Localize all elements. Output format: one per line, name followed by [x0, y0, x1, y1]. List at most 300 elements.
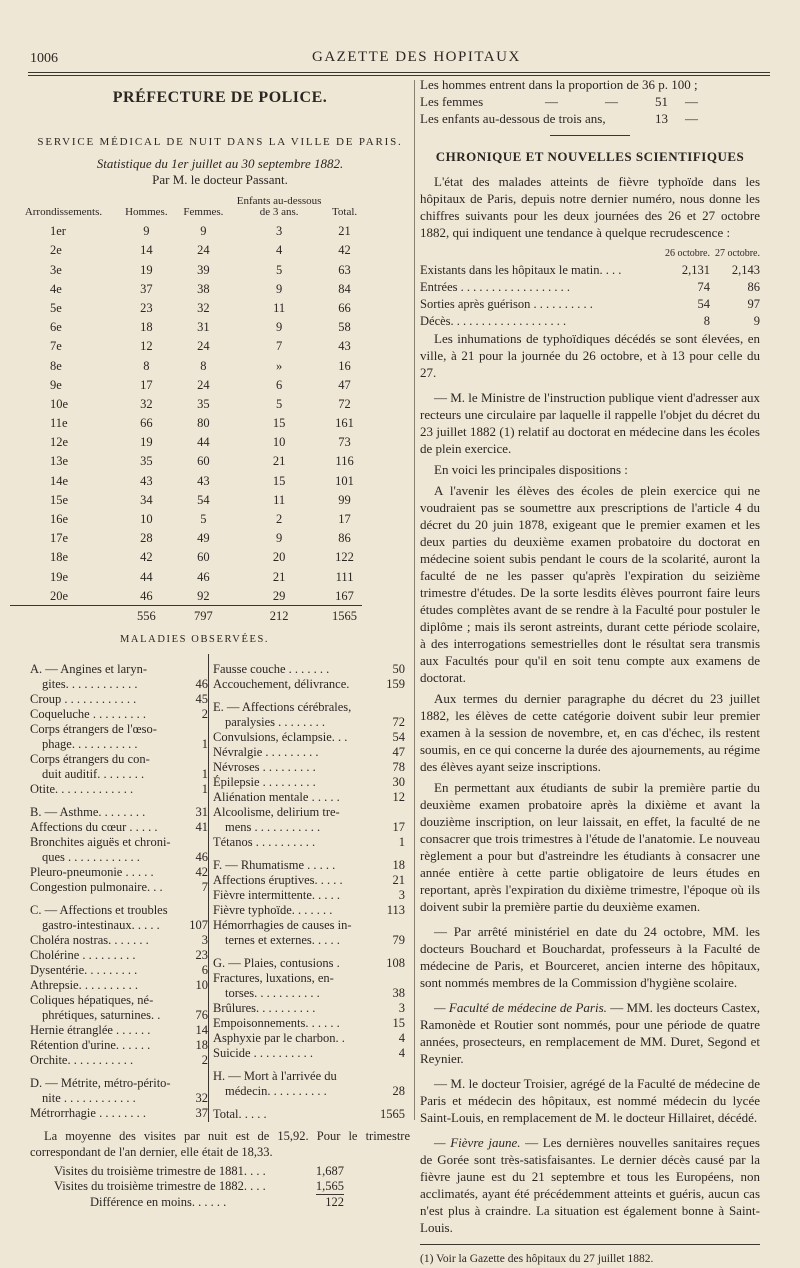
table-cell: 14e	[50, 473, 69, 488]
maladies-col-2	[208, 654, 405, 1122]
prefecture-title: PRÉFECTURE DE POLICE.	[112, 89, 328, 106]
disease-count: 72	[392, 714, 405, 729]
table-cell: 10e	[50, 396, 69, 411]
table-row	[10, 260, 362, 279]
disease-label: phrétiques, saturnines. .	[42, 1007, 161, 1022]
table-cell: 18e	[50, 550, 69, 565]
disease-label: duit auditif. . . . . . . .	[42, 766, 145, 781]
footnote: (1) Voir la Gazette des hôpitaux du 27 juillet 1882.	[420, 1253, 654, 1265]
disease-label: Fausse couche . . . . . . .	[213, 661, 330, 676]
table-cell: »	[275, 358, 283, 373]
visits-block	[30, 1128, 410, 1210]
list-item	[30, 993, 208, 1008]
list-item	[213, 745, 405, 760]
table-cell: 3e	[50, 262, 62, 277]
list-item	[213, 677, 405, 692]
table-cell: 32	[197, 300, 210, 315]
list-item	[213, 775, 405, 790]
disease-label: H. — Mort à l'arrivée du	[213, 1068, 337, 1083]
disease-label: Corps étrangers de l'œso-	[30, 721, 157, 736]
list-item	[30, 782, 208, 797]
paragraph-lead: — Fièvre jaune.	[434, 1135, 521, 1150]
disease-count	[383, 1069, 405, 1084]
list-item	[30, 737, 208, 752]
disease-count	[383, 971, 405, 986]
table-cell: 24	[197, 377, 210, 392]
disease-label: paralysies . . . . . . . .	[225, 714, 325, 729]
list-item	[30, 692, 208, 707]
disease-label: Convulsions, éclampsie. . .	[213, 729, 348, 744]
proportion-value: 13	[655, 111, 668, 126]
table-cell: 44	[197, 435, 210, 450]
table-cell: 3	[275, 224, 283, 239]
paragraph-lead: — Faculté de médecine de Paris.	[434, 1000, 607, 1015]
disease-count: 79	[392, 932, 405, 947]
table-cell: 97	[747, 297, 760, 311]
disease-label: Névralgie . . . . . . . . .	[213, 744, 319, 759]
maladies-group	[213, 700, 405, 850]
chronique-title: CHRONIQUE ET NOUVELLES SCIENTIFIQUES	[435, 149, 745, 164]
paragraph: Aux termes du dernier paragraphe du décret du 23 juillet 1882, les élèves de cette catégorie doivent subir leur premier examen à la session de novembre, et, en cas d'échec, ils restent soumis, en ce qui concerne la durée des ajournements, au régime des élèves ayant seize inscriptions.	[420, 691, 760, 774]
disease-count: 23	[195, 947, 208, 962]
disease-count: 45	[195, 691, 208, 706]
disease-label: Empoisonnements. . . . . .	[213, 1015, 340, 1030]
disease-label: Orchite. . . . . . . . . . .	[30, 1052, 134, 1067]
table-row	[10, 241, 362, 260]
paragraph	[420, 999, 760, 1067]
table-row	[10, 586, 362, 606]
col-header: Enfants au-dessous de 3 ans.	[236, 194, 322, 218]
table-cell: 24	[197, 339, 210, 354]
table-cell: 20e	[50, 588, 69, 603]
disease-label: Otite. . . . . . . . . . . . .	[30, 781, 134, 796]
footnote-rule	[420, 1244, 760, 1245]
visits-row	[30, 1179, 344, 1195]
author: Par M. le docteur Passant.	[152, 172, 288, 187]
table-cell: 18	[140, 320, 153, 335]
disease-label: Choléra nostras. . . . . . .	[30, 932, 149, 947]
disease-count: 2	[201, 1052, 208, 1067]
table-cell: 5	[275, 396, 283, 411]
disease-count: 42	[195, 864, 208, 879]
table-cell: 31	[197, 320, 210, 335]
list-item	[30, 1053, 208, 1068]
disease-count: 7	[201, 879, 208, 894]
list-item	[213, 790, 405, 805]
table-cell: 23	[140, 300, 153, 315]
list-item	[213, 1069, 405, 1084]
table-cell: 86	[747, 280, 760, 294]
disease-label: Asphyxie par le charbon. .	[213, 1030, 345, 1045]
table-cell: Existants dans les hôpitaux le matin. . . .	[420, 263, 622, 277]
table-cell: 11e	[50, 416, 68, 431]
proportion-line	[420, 110, 760, 127]
list-item	[213, 662, 405, 677]
disease-count: 28	[392, 1083, 405, 1098]
list-item	[213, 1031, 405, 1046]
table-cell: 29	[272, 588, 286, 603]
table-cell: 60	[197, 454, 210, 469]
col-header: Hommes.	[125, 205, 168, 218]
disease-label: Brûlures. . . . . . . . . .	[213, 1000, 316, 1015]
column-divider	[414, 80, 415, 1120]
table-cell: 101	[335, 473, 354, 488]
disease-count	[186, 993, 208, 1008]
table-cell: 15e	[50, 492, 69, 507]
table-cell: 111	[335, 569, 354, 584]
disease-label: nite . . . . . . . . . . . .	[42, 1090, 136, 1105]
table-cell: 46	[197, 569, 210, 584]
disease-label: Suicide . . . . . . . . . .	[213, 1045, 313, 1060]
table-cell: 4e	[50, 281, 62, 296]
visits-text: La moyenne des visites par nuit est de 15,92. Pour le trimestre correspondant de l'an dernier, elle était de 18,33.	[30, 1128, 410, 1159]
table-cell: 10	[272, 435, 286, 450]
disease-label: médecin. . . . . . . . . .	[225, 1083, 327, 1098]
disease-label: Fièvre intermittente. . . . .	[213, 887, 341, 902]
total-cell: 1565	[327, 606, 362, 626]
disease-count: 18	[195, 1037, 208, 1052]
list-item	[213, 1084, 405, 1099]
table-row	[420, 313, 760, 330]
disease-label: Cholérine . . . . . . . . .	[30, 947, 136, 962]
table-cell: 43	[140, 473, 153, 488]
table-row	[10, 567, 362, 586]
list-item	[213, 805, 405, 820]
table-cell: 8	[200, 358, 207, 373]
table-cell: 19	[140, 435, 153, 450]
disease-label: Total. . . . .	[213, 1106, 267, 1121]
table-cell: 161	[335, 416, 354, 431]
table-cell: 2e	[50, 243, 62, 258]
table-cell: 58	[338, 320, 351, 335]
table-cell: 7	[275, 339, 283, 354]
disease-label: A. — Angines et laryn-	[30, 661, 147, 676]
list-item	[30, 1023, 208, 1038]
table-cell: 84	[338, 281, 351, 296]
table-cell: 6e	[50, 320, 62, 335]
maladies-group	[30, 1076, 208, 1121]
disease-label: mens . . . . . . . . . . .	[225, 819, 321, 834]
table-cell: 47	[338, 377, 351, 392]
disease-label: Fièvre typhoïde. . . . . . .	[213, 902, 333, 917]
visits-value: 1,565	[315, 1178, 344, 1193]
totals-row	[10, 606, 362, 626]
list-item	[213, 1001, 405, 1016]
table-cell: 8	[143, 358, 150, 373]
list-item	[30, 662, 208, 677]
paragraph: En voici les principales dispositions :	[434, 462, 628, 477]
table-cell: 6	[275, 377, 283, 392]
paragraph: — M. le docteur Troisier, agrégé de la Faculté de médecine de Paris et médecin des hôpitaux, est nommé médecin du lycée Saint-Louis, en remplacement de M. le docteur Hillairet, décédé.	[420, 1076, 760, 1125]
disease-count: 31	[195, 804, 208, 819]
paragraph: — Par arrêté ministériel en date du 24 octobre, MM. les docteurs Bouchard et Bouchardat, professeurs à la Faculté de médecine de Paris, et Bourceret, ancien interne des hôpitaux, sont nommés membres de la Commission d'hygiène scolaire.	[420, 924, 760, 990]
list-item	[213, 1046, 405, 1061]
table-cell: 116	[335, 454, 354, 469]
maladies-title: MALADIES OBSERVÉES.	[120, 633, 270, 645]
table-cell: 49	[197, 531, 210, 546]
table-cell: 12e	[50, 435, 69, 450]
table-row	[10, 433, 362, 452]
paragraph	[420, 1134, 760, 1236]
list-item	[30, 707, 208, 722]
disease-count: 3	[201, 932, 208, 947]
proportion-ditto: —	[685, 94, 698, 109]
disease-count: 1	[398, 834, 405, 849]
disease-count: 17	[392, 819, 405, 834]
disease-count	[383, 918, 405, 933]
visits-label: Différence en moins. . . . . .	[90, 1194, 227, 1209]
maladies-group	[213, 858, 405, 948]
disease-count: 1	[201, 736, 208, 751]
disease-label: Névroses . . . . . . . . .	[213, 759, 316, 774]
disease-count	[383, 805, 405, 820]
disease-count	[186, 752, 208, 767]
typhoid-header: 26 octobre.	[665, 248, 710, 259]
table-cell: 7e	[50, 339, 62, 354]
maladies-group	[213, 1069, 405, 1099]
table-cell: 19	[140, 262, 153, 277]
table-row	[10, 356, 362, 375]
table-cell: 35	[140, 454, 153, 469]
table-cell: 15	[272, 416, 286, 431]
disease-label: Dysentérie. . . . . . . . .	[30, 962, 138, 977]
table-row	[10, 318, 362, 337]
table-cell: 74	[697, 280, 710, 294]
maladies-group	[30, 805, 208, 895]
list-item	[213, 835, 405, 850]
typhoid-table	[420, 245, 760, 330]
section-rule	[550, 135, 630, 136]
table-cell: 60	[197, 550, 210, 565]
visits-value: 1,687	[315, 1163, 344, 1178]
disease-label: Hémorrhagies de causes in-	[213, 917, 352, 932]
left-column	[24, 89, 410, 1210]
list-item	[213, 820, 405, 835]
disease-label: Coqueluche . . . . . . . . .	[30, 706, 146, 721]
table-row	[10, 413, 362, 432]
disease-count	[186, 903, 208, 918]
list-item	[213, 730, 405, 745]
disease-label: Pleuro-pneumonie . . . . .	[30, 864, 154, 879]
table-cell: 9	[275, 320, 283, 335]
header-rule	[28, 72, 770, 73]
list-item	[213, 903, 405, 918]
list-item	[30, 752, 208, 767]
total-cell: 556	[117, 606, 176, 626]
disease-count: 107	[189, 917, 208, 932]
table-cell: 16e	[50, 512, 69, 526]
disease-label: C. — Affections et troubles	[30, 902, 168, 917]
table-row	[10, 548, 362, 567]
table-row	[10, 529, 362, 548]
disease-count: 14	[195, 1022, 208, 1037]
disease-count: 15	[392, 1015, 405, 1030]
table-row	[10, 452, 362, 471]
proportion-ditto: —	[605, 94, 618, 109]
table-cell: 54	[697, 297, 710, 311]
table-cell: 9	[275, 281, 283, 296]
list-item	[213, 873, 405, 888]
table-cell: 1er	[50, 224, 66, 239]
disease-count: 12	[392, 789, 405, 804]
maladies-group	[213, 956, 405, 1061]
disease-label: Métrorrhagie . . . . . . . .	[30, 1105, 146, 1120]
journal-title: GAZETTE DES HOPITAUX	[312, 49, 521, 65]
disease-label: Croup . . . . . . . . . . . .	[30, 691, 137, 706]
list-item	[213, 933, 405, 948]
disease-count: 41	[195, 819, 208, 834]
list-item	[213, 918, 405, 933]
table-cell: 44	[140, 569, 153, 584]
disease-label: Tétanos . . . . . . . . . .	[213, 834, 316, 849]
table-cell: 54	[197, 492, 210, 507]
paragraph: — M. le Ministre de l'instruction publique vient d'adresser aux recteurs une circulaire par laquelle il rappelle l'objet du décret du 23 juillet 1882 (1) relatif au doctorat en médecine dans les écoles de plein exercice.	[420, 390, 761, 456]
total-cell: 797	[176, 606, 231, 626]
table-cell: 8	[703, 314, 710, 328]
visits-label: Visites du troisième trimestre de 1881. . . .	[54, 1163, 266, 1178]
table-cell: 34	[140, 492, 153, 507]
disease-count: 18	[392, 857, 405, 872]
table-cell: 43	[338, 339, 351, 354]
list-item	[30, 948, 208, 963]
table-cell: 19e	[50, 569, 69, 584]
disease-count: 4	[398, 1045, 405, 1060]
disease-count	[186, 835, 208, 850]
disease-count: 50	[392, 661, 405, 676]
disease-count	[383, 700, 405, 715]
table-cell: 17	[140, 377, 153, 392]
table-cell: 35	[197, 396, 210, 411]
maladies-group	[30, 903, 208, 1068]
table-cell: 21	[338, 224, 351, 239]
table-row	[10, 490, 362, 509]
table-row	[10, 298, 362, 317]
disease-label: Hernie étranglée . . . . . .	[30, 1022, 151, 1037]
disease-count: 37	[195, 1105, 208, 1120]
disease-label: torses. . . . . . . . . . .	[225, 985, 320, 1000]
disease-count: 159	[386, 676, 405, 691]
table-cell: 9	[275, 531, 283, 546]
maladies-group	[213, 662, 405, 692]
proportion-label: Les enfants au-dessous de trois ans,	[420, 111, 606, 126]
list-item	[30, 978, 208, 993]
table-cell: 9	[753, 314, 760, 328]
list-item	[213, 888, 405, 903]
disease-count: 10	[195, 977, 208, 992]
right-column	[420, 76, 760, 1268]
table-cell: 9e	[50, 377, 62, 392]
table-cell: 21	[272, 454, 286, 469]
disease-count	[186, 722, 208, 737]
list-item	[30, 722, 208, 737]
table-cell: 9	[143, 224, 150, 239]
table-row	[420, 262, 760, 279]
disease-count: 1	[201, 766, 208, 781]
list-item	[213, 956, 405, 971]
visits-row	[30, 1164, 344, 1179]
table-cell: 167	[335, 588, 354, 603]
proportion-ditto: —	[545, 94, 558, 109]
disease-count: 46	[195, 849, 208, 864]
list-item	[30, 820, 208, 835]
disease-count: 113	[386, 902, 405, 917]
table-cell: 66	[140, 416, 153, 431]
col-header: Arrondissements.	[24, 205, 103, 218]
disease-label: G. — Plaies, contusions .	[213, 955, 340, 970]
disease-count: 21	[392, 872, 405, 887]
disease-label: gites. . . . . . . . . . . .	[42, 676, 138, 691]
disease-count: 30	[392, 774, 405, 789]
disease-count: 108	[386, 955, 405, 970]
col-header: Femmes.	[183, 205, 224, 218]
proportion-ditto: —	[685, 111, 698, 126]
disease-label: ternes et externes. . . . .	[225, 932, 340, 947]
disease-count: 3	[398, 887, 405, 902]
table-cell: 2,131	[681, 263, 710, 277]
list-item	[30, 918, 208, 933]
list-item	[30, 850, 208, 865]
table-cell: 24	[197, 243, 210, 258]
table-cell: 21	[272, 569, 286, 584]
service-title: SERVICE MÉDICAL DE NUIT DANS LA VILLE DE PARIS.	[37, 136, 403, 148]
list-item	[213, 1107, 405, 1122]
table-cell: 42	[338, 243, 351, 258]
list-item	[30, 835, 208, 850]
table-row	[10, 394, 362, 413]
disease-count: 78	[392, 759, 405, 774]
table-cell: 42	[140, 550, 153, 565]
table-row	[10, 222, 362, 241]
disease-label: Affections éruptives. . . . .	[213, 872, 343, 887]
table-cell: 86	[338, 531, 351, 546]
list-item	[30, 1038, 208, 1053]
list-item	[213, 1016, 405, 1031]
table-cell: 5	[200, 512, 207, 526]
disease-count: 1565	[380, 1106, 405, 1121]
disease-label: Coliques hépatiques, né-	[30, 992, 154, 1007]
list-item	[30, 1008, 208, 1023]
table-row	[420, 296, 760, 313]
visits-value: 122	[325, 1194, 344, 1209]
list-item	[30, 933, 208, 948]
disease-label: Épilepsie . . . . . . . . .	[213, 774, 316, 789]
disease-label: D. — Métrite, métro-périto-	[30, 1075, 171, 1090]
disease-label: Accouchement, délivrance.	[213, 676, 350, 691]
table-cell: 12	[140, 339, 153, 354]
list-item	[213, 971, 405, 986]
paragraph: Les inhumations de typhoïdiques décédés se sont élevées, en ville, à 21 pour la journée du 26 octobre, et à 13 pour celle du 27.	[420, 331, 760, 380]
table-cell: 2,143	[731, 263, 760, 277]
disease-label: Rétention d'urine. . . . . .	[30, 1037, 151, 1052]
list-item	[30, 805, 208, 820]
table-cell: 72	[338, 396, 351, 411]
disease-count: 54	[392, 729, 405, 744]
disease-label: phage. . . . . . . . . . .	[42, 736, 138, 751]
table-cell: 32	[140, 396, 153, 411]
disease-label: B. — Asthme. . . . . . . .	[30, 804, 146, 819]
list-item	[30, 903, 208, 918]
disease-count: 4	[398, 1030, 405, 1045]
list-item	[213, 858, 405, 873]
table-cell: 20	[272, 550, 286, 565]
visits-row	[30, 1195, 344, 1210]
table-cell: Entrées . . . . . . . . . . . . . . . . . .	[420, 280, 570, 294]
list-item	[213, 986, 405, 1001]
table-cell: 9	[200, 224, 207, 239]
paragraph: En permettant aux étudiants de subir la première partie du deuxième examen probatoire après la dixième et avant la douzième inscription, on leur laissait, en effet, la faculté de ne consacrer que trois trimestres à l'étude de l'anatomie. Le nouveau règlement a pour but d'astreindre les étudiants à consacrer une année entière à cette partie obligatoire de leurs études en reportant, après l'expiration du dixième trimestre, l'époque où ils doivent subir la première partie du deuxième examen.	[420, 780, 760, 914]
disease-count	[186, 662, 208, 677]
table-cell: 14	[140, 243, 153, 258]
